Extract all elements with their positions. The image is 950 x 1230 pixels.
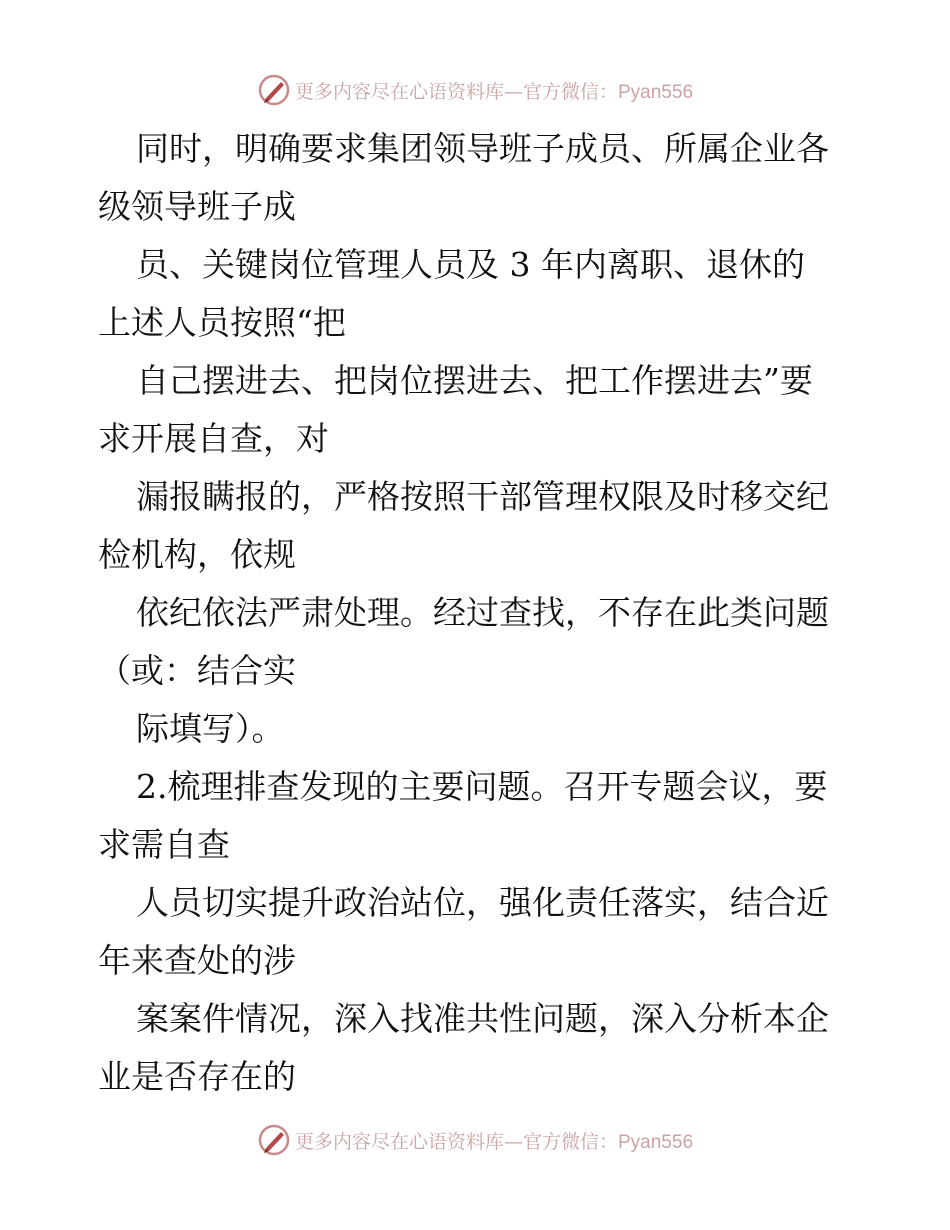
- footer-watermark-text: 更多内容尽在心语资料库—官方微信：Pyan556: [294, 1130, 694, 1153]
- paragraph-4: [98, 468, 858, 584]
- paragraph-line: 同时，明确要求集团领导班子成员、所属企业各: [136, 129, 829, 168]
- paragraph-2: [98, 236, 858, 352]
- paragraph-line: 2.梳理排查发现的主要问题。召开专题会议，要: [136, 767, 828, 806]
- paragraph-line: 漏报瞒报的，严格按照干部管理权限及时移交纪: [136, 477, 829, 516]
- header-watermark-text: 更多内容尽在心语资料库—官方微信：Pyan556: [294, 80, 694, 103]
- quill-pen-logo-icon: [257, 1123, 291, 1157]
- footer-wechat-id: Pyan556: [618, 1131, 694, 1153]
- paragraph-8: [98, 874, 858, 990]
- paragraph-line: 业是否存在的: [98, 1057, 296, 1096]
- paragraph-line: 际填写）。: [136, 709, 285, 748]
- paragraph-7: [98, 758, 858, 874]
- paragraph-line: 求需自查: [98, 825, 230, 864]
- paragraph-1: [98, 120, 858, 236]
- paragraph-6: [98, 700, 858, 758]
- paragraph-line: 人员切实提升政治站位，强化责任落实，结合近: [136, 883, 829, 922]
- header-watermark: [0, 70, 950, 110]
- paragraph-5: [98, 584, 858, 700]
- paragraph-line: 案案件情况，深入找准共性问题，深入分析本企: [136, 999, 829, 1038]
- paragraph-9: [98, 990, 858, 1106]
- paragraph-line: 级领导班子成: [98, 187, 296, 226]
- paragraph-line: 依纪依法严肃处理。经过查找，不存在此类问题: [136, 593, 829, 632]
- paragraph-line: 年来查处的涉: [98, 941, 296, 980]
- quill-pen-logo-icon: [257, 73, 291, 107]
- paragraph-line: 求开展自查，对: [98, 419, 329, 458]
- paragraph-line: 上述人员按照“把: [98, 303, 346, 342]
- footer-watermark: [0, 1120, 950, 1160]
- paragraph-line: 员、关键岗位管理人员及 3 年内离职、退休的: [136, 245, 805, 284]
- paragraph-line: （或：结合实: [98, 651, 296, 690]
- header-wechat-id: Pyan556: [618, 81, 694, 103]
- paragraph-3: [98, 352, 858, 468]
- document-body: [98, 120, 858, 1106]
- paragraph-line: 自己摆进去、把岗位摆进去、把工作摆进去”要: [136, 361, 813, 400]
- paragraph-line: 检机构，依规: [98, 535, 296, 574]
